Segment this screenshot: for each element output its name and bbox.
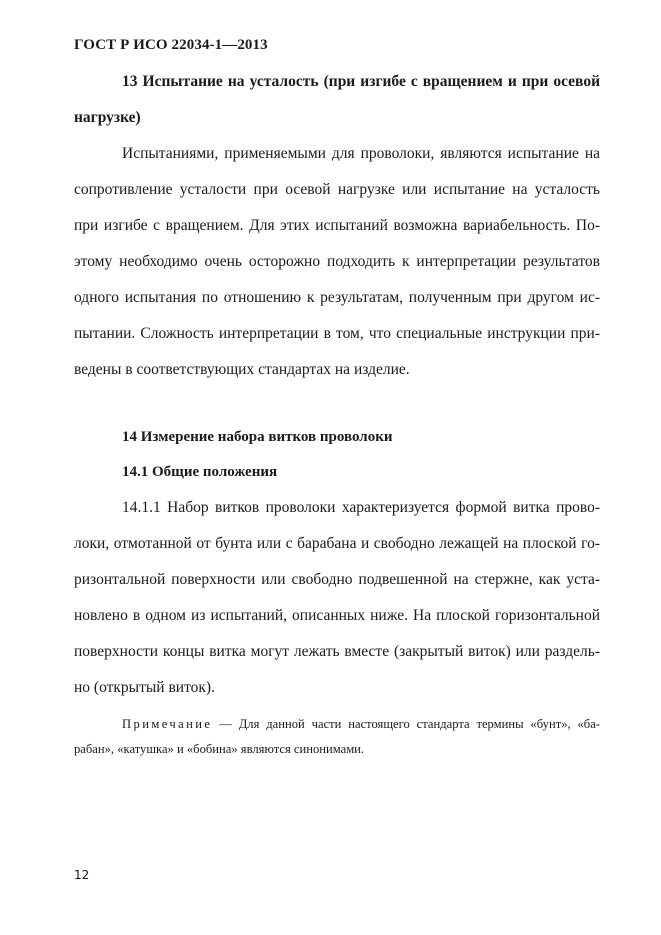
paragraph-line: сопротивление усталости при осевой нагрузке или испытание на усталость <box>74 181 600 198</box>
section-13-title-line-1: 13 Испытание на усталость (при изгибе с вращением и при осевой <box>122 73 600 90</box>
paragraph-line: при изгибе с вращением. Для этих испытаний возможна вариабельность. По- <box>74 217 600 234</box>
paragraph-line: новлено в одном из испытаний, описанных ниже. На плоской горизонтальной <box>74 607 600 624</box>
paragraph-line: поверхности концы витка могут лежать вместе (закрытый виток) или раздель- <box>74 643 600 660</box>
note-text-part-1: — Для данной части настоящего стандарта термины «бунт», «ба- <box>212 717 600 731</box>
paragraph-line: Испытаниями, применяемыми для проволоки, являются испытание на <box>122 145 600 162</box>
section-14-title: 14 Измерение набора витков проволоки <box>122 429 393 445</box>
paragraph-line: пытании. Сложность интерпретации в том, что специальные инструкции при- <box>74 325 600 342</box>
note-line-2: рабан», «катушка» и «бобина» являются синонимами. <box>74 742 365 756</box>
section-14-paragraph <box>74 499 600 715</box>
section-13-heading <box>74 73 600 145</box>
paragraph-line: одного испытания по отношению к результатам, полученным при другом ис- <box>74 289 600 306</box>
note-label: Примечание <box>122 717 213 731</box>
subsection-14-1-title: 14.1 Общие положения <box>122 464 278 480</box>
section-13-paragraph <box>74 145 600 397</box>
section-13-title-line-2: нагрузке) <box>74 109 141 126</box>
paragraph-line: 14.1.1 Набор витков проволоки характеризуется формой витка прово- <box>122 499 600 516</box>
paragraph-line: но (открытый виток). <box>74 679 215 696</box>
note-line-1 <box>74 716 600 741</box>
paragraph-line: локи, отмотанной от бунта или с барабана и свободно лежащей на плоской го- <box>74 535 600 552</box>
page-number: 12 <box>74 868 90 882</box>
document-header: ГОСТ Р ИСО 22034-1—2013 <box>74 37 268 53</box>
note-block <box>74 716 600 766</box>
paragraph-line: этому необходимо очень осторожно подходить к интерпретации результатов <box>74 253 600 270</box>
paragraph-line: ведены в соответствующих стандартах на изделие. <box>74 361 410 378</box>
paragraph-line: ризонтальной поверхности или свободно подвешенной на стержне, как уста- <box>74 571 600 588</box>
